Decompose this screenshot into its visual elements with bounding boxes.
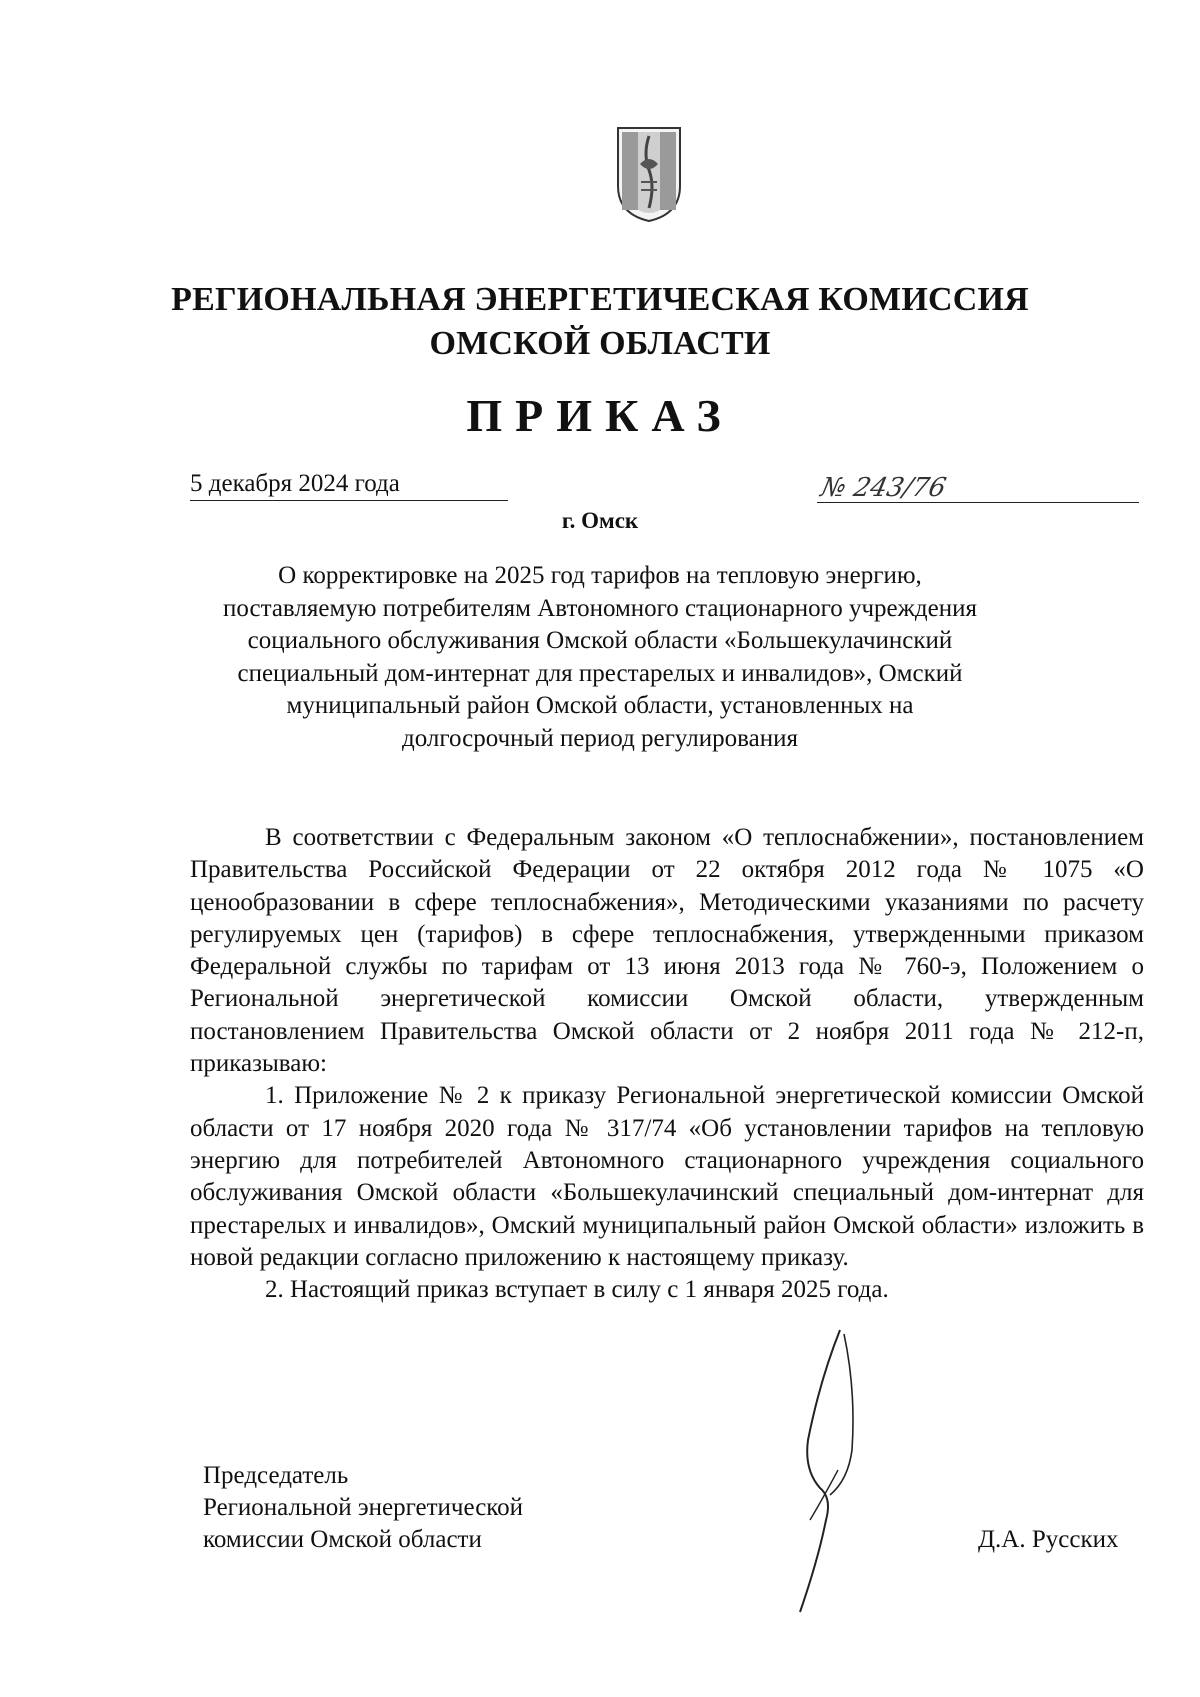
signatory-position <box>203 1460 523 1556</box>
position-line: Региональной энергетической <box>203 1494 524 1521</box>
subject-line: социального обслуживания Омской области «Большекулачинский <box>247 627 953 654</box>
coat-of-arms-icon <box>614 124 684 224</box>
handwritten-signature-icon <box>760 1320 890 1620</box>
position-line: комиссии Омской области <box>203 1526 482 1553</box>
document-date: 5 декабря 2024 года <box>190 468 508 501</box>
order-item-1: 1. Приложение № 2 к приказу Региональной энергетической комиссии Омской области от 17 ноября 2020 года № 317/74 «Об установлении тарифов на тепловую энергию для потребителей Автономного стационарного учреждения социального обслуживания Омской области «Большекулачинский специальный дом-интернат для престарелых и инвалидов», Омский муниципальный район Омской области» изложить в новой редакции согласно приложению к настоящему приказу. <box>190 1082 1144 1271</box>
subject-line: муниципальный район Омской области, установленных на <box>286 692 914 719</box>
handwritten-document-number <box>817 470 1139 504</box>
order-body <box>190 822 1144 1306</box>
document-number-text: № 243/76 <box>818 473 949 503</box>
organization-name-line1: РЕГИОНАЛЬНАЯ ЭНЕРГЕТИЧЕСКАЯ КОМИССИЯ <box>171 281 1029 318</box>
document-number-field <box>817 470 1139 503</box>
subject-line: специальный дом-интернат для престарелых и инвалидов», Омский <box>237 659 963 687</box>
order-item-2: 2. Настоящий приказ вступает в силу с 1 января 2025 года. <box>265 1276 889 1304</box>
order-subject <box>180 560 1020 755</box>
document-type-title: ПРИКАЗ <box>466 390 734 441</box>
subject-line: поставляемую потребителям Автономного стационарного учреждения <box>222 594 977 622</box>
organization-name-line2: ОМСКОЙ ОБЛАСТИ <box>429 325 771 362</box>
signatory-name: Д.А. Русских <box>978 1526 1119 1553</box>
position-line: Председатель <box>203 1462 349 1489</box>
preamble-paragraph: В соответствии с Федеральным законом «О теплоснабжении», постановлением Правительства Российской Федерации от 22 октября 2012 года № 1075 «О ценообразовании в сфере теплоснабжения», Методическими указаниями по расчету регулируемых цен (тарифов) в сфере теплоснабжения, утвержденными приказом Федеральной службы по тарифам от 13 июня 2013 года № 760-э, Положением о Региональной энергетической комиссии Омской области, утвержденным постановлением Правительства Омской области от 2 ноября 2011 года № 212-п, приказываю: <box>190 824 1144 1078</box>
subject-line: О корректировке на 2025 год тарифов на тепловую энергию, <box>278 562 922 589</box>
subject-line: долгосрочный период регулирования <box>402 724 798 752</box>
city: г. Омск <box>561 508 639 533</box>
